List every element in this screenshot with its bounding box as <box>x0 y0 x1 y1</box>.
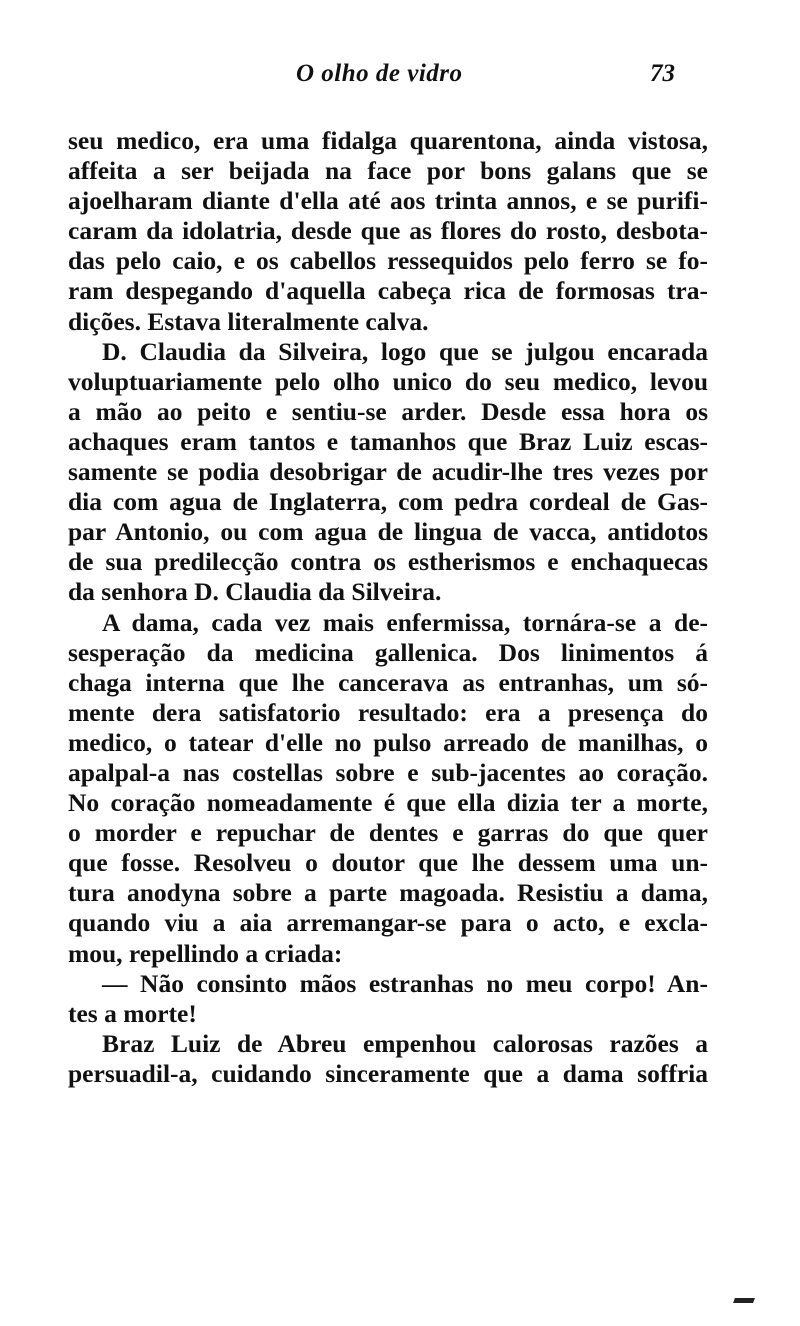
text-line: mou, repellindo a criada: <box>68 938 343 968</box>
text-line: tes a morte! <box>68 998 197 1028</box>
text-line: Braz Luiz de Abreu empenhou calorosas razões a <box>102 1028 708 1058</box>
text-line: quando viu a aia arremangar-se para o acto, e excla- <box>68 908 708 938</box>
text-line: persuadil-a, cuidando sinceramente que a dama soffria <box>68 1058 708 1088</box>
text-line: — Não consinto mãos estranhas no meu corpo! An- <box>102 968 708 998</box>
page-number: 73 <box>650 60 675 87</box>
paragraph <box>68 1029 708 1089</box>
paragraph <box>68 337 708 608</box>
text-line: da senhora D. Claudia da Silveira. <box>68 577 442 607</box>
text-line: medico, o tatear d'elle no pulso arreado de manilhas, o <box>68 727 708 757</box>
text-line: voluptuariamente pelo olho unico do seu medico, levou <box>68 366 708 396</box>
text-line: A dama, cada vez mais enfermissa, tornára-se a de- <box>102 607 708 637</box>
text-line: de sua predilecção contra os estherismos e enchaquecas <box>68 547 708 577</box>
running-title: O olho de vidro <box>296 60 463 87</box>
text-line: das pelo caio, e os cabellos ressequidos pelo ferro se fo- <box>68 246 708 276</box>
text-line: D. Claudia da Silveira, logo que se julgou encarada <box>102 336 708 366</box>
printer-mark <box>733 1298 755 1303</box>
text-line: tura anodyna sobre a parte magoada. Resistiu a dama, <box>68 878 708 908</box>
text-line: sesperação da medicina gallenica. Dos linimentos á <box>68 637 708 667</box>
text-line: que fosse. Resolveu o doutor que lhe dessem uma un- <box>68 848 708 878</box>
text-line: dições. Estava literalmente calva. <box>68 306 429 336</box>
text-line: seu medico, era uma fidalga quarentona, ainda vistosa, <box>68 126 708 155</box>
text-line: par Antonio, ou com agua de lingua de vacca, antidotos <box>68 517 708 547</box>
text-line: samente se podia desobrigar de acudir-lhe tres vezes por <box>68 457 708 487</box>
text-line: ram despegando d'aquella cabeça rica de formosas tra- <box>68 276 708 306</box>
text-line: affeita a ser beijada na face por bons galans que se <box>68 156 708 186</box>
text-line: No coração nomeadamente é que ella dizia ter a morte, <box>68 788 708 818</box>
text-line: ajoelharam diante d'ella até aos trinta annos, e se purifi- <box>68 186 708 216</box>
running-head <box>0 60 800 96</box>
text-line: chaga interna que lhe cancerava as entranhas, um só- <box>68 667 708 697</box>
text-line: mente dera satisfatorio resultado: era a presença do <box>68 697 708 727</box>
paragraph <box>68 608 708 969</box>
text-line: achaques eram tantos e tamanhos que Braz Luiz escas- <box>68 426 708 456</box>
text-line: apalpal-a nas costellas sobre e sub-jacentes ao coração. <box>68 757 708 787</box>
text-line: caram da idolatria, desde que as flores do rosto, desbota- <box>68 216 708 246</box>
text-line: a mão ao peito e sentiu-se arder. Desde essa hora os <box>68 396 708 426</box>
text-line: o morder e repuchar de dentes e garras do que quer <box>68 818 708 848</box>
paragraph <box>68 126 708 337</box>
body-text <box>68 126 708 1089</box>
text-line: dia com agua de Inglaterra, com pedra cordeal de Gas- <box>68 487 708 517</box>
paragraph <box>68 969 708 1029</box>
